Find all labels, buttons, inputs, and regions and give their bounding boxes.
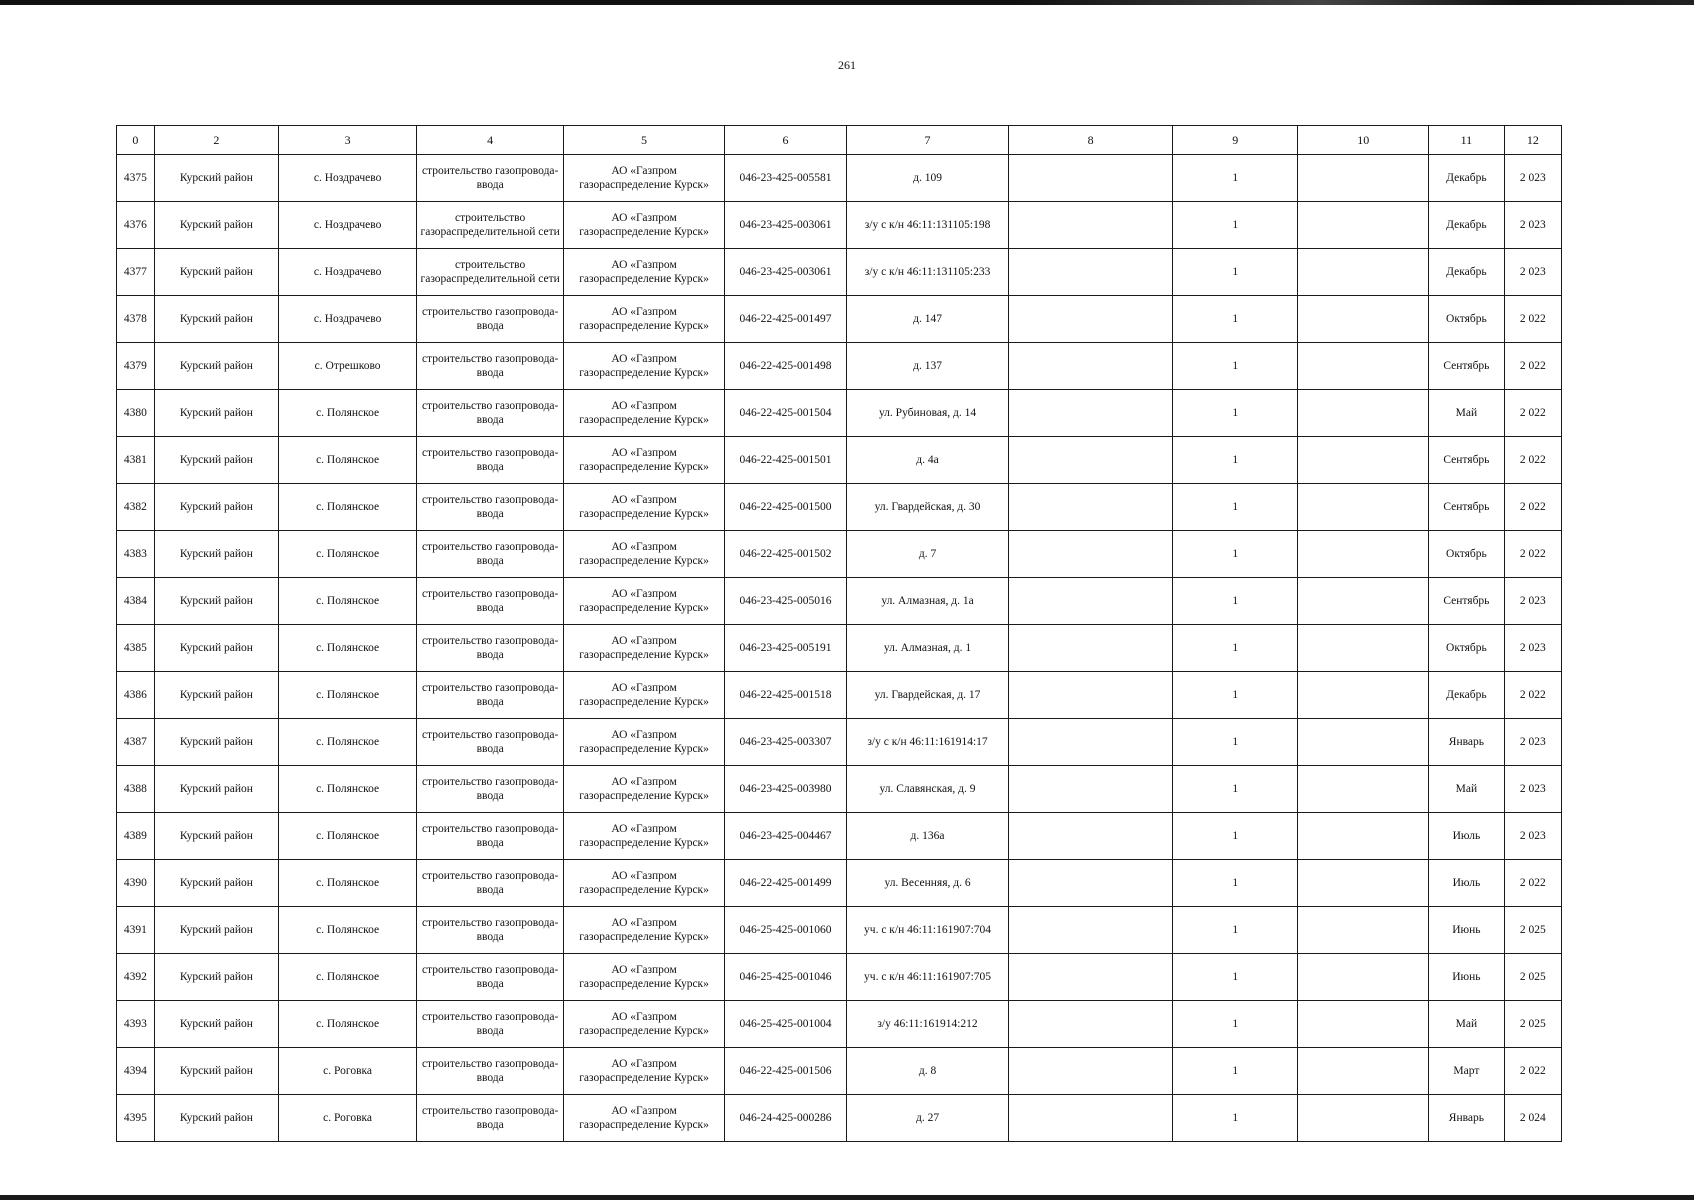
settlement-cell: с. Полянское: [278, 813, 416, 860]
organization-cell: АО «Газпром газораспределение Курск»: [564, 1001, 725, 1048]
settlement-cell: с. Полянское: [278, 672, 416, 719]
month-cell: Май: [1429, 1001, 1505, 1048]
request-number-cell: 046-23-425-003061: [725, 249, 847, 296]
year-cell: 2 023: [1504, 155, 1561, 202]
quantity-cell: 1: [1173, 531, 1298, 578]
year-cell: 2 023: [1504, 719, 1561, 766]
empty-cell: [1298, 155, 1429, 202]
organization-cell: АО «Газпром газораспределение Курск»: [564, 249, 725, 296]
month-cell: Июнь: [1429, 954, 1505, 1001]
scan-edge-bottom: [0, 1195, 1694, 1200]
request-number-cell: 046-25-425-001060: [725, 907, 847, 954]
request-number-cell: 046-22-425-001498: [725, 343, 847, 390]
row-number-cell: 4378: [117, 296, 155, 343]
month-cell: Декабрь: [1429, 155, 1505, 202]
work-type-cell: строительство газопровода-ввода: [417, 672, 564, 719]
organization-cell: АО «Газпром газораспределение Курск»: [564, 202, 725, 249]
empty-cell: [1009, 155, 1173, 202]
registry-table: [116, 125, 1562, 1142]
empty-cell: [1009, 484, 1173, 531]
district-cell: Курский район: [154, 296, 278, 343]
request-number-cell: 046-22-425-001497: [725, 296, 847, 343]
work-type-cell: строительство газопровода-ввода: [417, 531, 564, 578]
year-cell: 2 022: [1504, 1048, 1561, 1095]
empty-cell: [1298, 672, 1429, 719]
address-cell: уч. с к/н 46:11:161907:705: [847, 954, 1009, 1001]
empty-cell: [1298, 578, 1429, 625]
empty-cell: [1298, 813, 1429, 860]
table-row: [117, 249, 1562, 296]
row-number-cell: 4388: [117, 766, 155, 813]
empty-cell: [1009, 343, 1173, 390]
district-cell: Курский район: [154, 484, 278, 531]
quantity-cell: 1: [1173, 719, 1298, 766]
empty-cell: [1298, 954, 1429, 1001]
quantity-cell: 1: [1173, 766, 1298, 813]
organization-cell: АО «Газпром газораспределение Курск»: [564, 484, 725, 531]
address-cell: ул. Весенняя, д. 6: [847, 860, 1009, 907]
request-number-cell: 046-23-425-005191: [725, 625, 847, 672]
address-cell: д. 7: [847, 531, 1009, 578]
empty-cell: [1298, 249, 1429, 296]
table-row: [117, 484, 1562, 531]
month-cell: Октябрь: [1429, 296, 1505, 343]
work-type-cell: строительство газопровода-ввода: [417, 437, 564, 484]
settlement-cell: с. Отрешково: [278, 343, 416, 390]
organization-cell: АО «Газпром газораспределение Курск»: [564, 531, 725, 578]
quantity-cell: 1: [1173, 390, 1298, 437]
district-cell: Курский район: [154, 578, 278, 625]
address-cell: з/у с к/н 46:11:131105:233: [847, 249, 1009, 296]
empty-cell: [1009, 1048, 1173, 1095]
work-type-cell: строительство газопровода-ввода: [417, 578, 564, 625]
empty-cell: [1009, 954, 1173, 1001]
empty-cell: [1298, 531, 1429, 578]
month-cell: Декабрь: [1429, 672, 1505, 719]
table-body: [117, 155, 1562, 1142]
empty-cell: [1009, 296, 1173, 343]
row-number-cell: 4377: [117, 249, 155, 296]
district-cell: Курский район: [154, 343, 278, 390]
table-row: [117, 1001, 1562, 1048]
district-cell: Курский район: [154, 531, 278, 578]
month-cell: Октябрь: [1429, 625, 1505, 672]
empty-cell: [1009, 437, 1173, 484]
work-type-cell: строительство газопровода-ввода: [417, 390, 564, 437]
column-header: 12: [1504, 126, 1561, 155]
empty-cell: [1009, 766, 1173, 813]
column-header: 7: [847, 126, 1009, 155]
work-type-cell: строительство газопровода-ввода: [417, 719, 564, 766]
month-cell: Сентябрь: [1429, 578, 1505, 625]
district-cell: Курский район: [154, 1001, 278, 1048]
empty-cell: [1298, 719, 1429, 766]
settlement-cell: с. Полянское: [278, 719, 416, 766]
year-cell: 2 022: [1504, 531, 1561, 578]
table-row: [117, 860, 1562, 907]
year-cell: 2 024: [1504, 1095, 1561, 1142]
empty-cell: [1009, 531, 1173, 578]
year-cell: 2 023: [1504, 578, 1561, 625]
quantity-cell: 1: [1173, 484, 1298, 531]
work-type-cell: строительство газопровода-ввода: [417, 766, 564, 813]
year-cell: 2 025: [1504, 907, 1561, 954]
request-number-cell: 046-22-425-001518: [725, 672, 847, 719]
table-row: [117, 1048, 1562, 1095]
year-cell: 2 022: [1504, 390, 1561, 437]
year-cell: 2 022: [1504, 672, 1561, 719]
settlement-cell: с. Полянское: [278, 625, 416, 672]
row-number-cell: 4390: [117, 860, 155, 907]
month-cell: Июль: [1429, 860, 1505, 907]
address-cell: з/у 46:11:161914:212: [847, 1001, 1009, 1048]
empty-cell: [1298, 437, 1429, 484]
request-number-cell: 046-24-425-000286: [725, 1095, 847, 1142]
empty-cell: [1298, 1095, 1429, 1142]
year-cell: 2 023: [1504, 202, 1561, 249]
address-cell: д. 147: [847, 296, 1009, 343]
year-cell: 2 023: [1504, 625, 1561, 672]
column-header: 5: [564, 126, 725, 155]
request-number-cell: 046-23-425-003980: [725, 766, 847, 813]
year-cell: 2 022: [1504, 860, 1561, 907]
district-cell: Курский район: [154, 813, 278, 860]
row-number-cell: 4394: [117, 1048, 155, 1095]
row-number-cell: 4383: [117, 531, 155, 578]
table-row: [117, 719, 1562, 766]
work-type-cell: строительство газопровода-ввода: [417, 155, 564, 202]
request-number-cell: 046-23-425-004467: [725, 813, 847, 860]
district-cell: Курский район: [154, 907, 278, 954]
work-type-cell: строительство газораспределительной сети: [417, 249, 564, 296]
empty-cell: [1009, 719, 1173, 766]
settlement-cell: с. Ноздрачево: [278, 249, 416, 296]
column-header: 6: [725, 126, 847, 155]
organization-cell: АО «Газпром газораспределение Курск»: [564, 437, 725, 484]
table-row: [117, 813, 1562, 860]
table-row: [117, 766, 1562, 813]
work-type-cell: строительство газопровода-ввода: [417, 1095, 564, 1142]
column-header: 8: [1009, 126, 1173, 155]
district-cell: Курский район: [154, 766, 278, 813]
year-cell: 2 025: [1504, 1001, 1561, 1048]
address-cell: д. 8: [847, 1048, 1009, 1095]
address-cell: ул. Рубиновая, д. 14: [847, 390, 1009, 437]
address-cell: ул. Алмазная, д. 1а: [847, 578, 1009, 625]
request-number-cell: 046-25-425-001004: [725, 1001, 847, 1048]
request-number-cell: 046-22-425-001500: [725, 484, 847, 531]
month-cell: Март: [1429, 1048, 1505, 1095]
organization-cell: АО «Газпром газораспределение Курск»: [564, 1048, 725, 1095]
address-cell: д. 27: [847, 1095, 1009, 1142]
year-cell: 2 022: [1504, 484, 1561, 531]
row-number-cell: 4379: [117, 343, 155, 390]
organization-cell: АО «Газпром газораспределение Курск»: [564, 1095, 725, 1142]
column-header: 9: [1173, 126, 1298, 155]
work-type-cell: строительство газопровода-ввода: [417, 907, 564, 954]
row-number-cell: 4391: [117, 907, 155, 954]
year-cell: 2 023: [1504, 249, 1561, 296]
quantity-cell: 1: [1173, 1095, 1298, 1142]
empty-cell: [1298, 766, 1429, 813]
empty-cell: [1009, 860, 1173, 907]
quantity-cell: 1: [1173, 249, 1298, 296]
settlement-cell: с. Роговка: [278, 1095, 416, 1142]
work-type-cell: строительство газопровода-ввода: [417, 860, 564, 907]
district-cell: Курский район: [154, 954, 278, 1001]
district-cell: Курский район: [154, 249, 278, 296]
work-type-cell: строительство газопровода-ввода: [417, 1001, 564, 1048]
organization-cell: АО «Газпром газораспределение Курск»: [564, 390, 725, 437]
settlement-cell: с. Роговка: [278, 1048, 416, 1095]
row-number-cell: 4382: [117, 484, 155, 531]
row-number-cell: 4376: [117, 202, 155, 249]
organization-cell: АО «Газпром газораспределение Курск»: [564, 343, 725, 390]
quantity-cell: 1: [1173, 907, 1298, 954]
settlement-cell: с. Полянское: [278, 531, 416, 578]
empty-cell: [1298, 202, 1429, 249]
row-number-cell: 4385: [117, 625, 155, 672]
quantity-cell: 1: [1173, 625, 1298, 672]
settlement-cell: с. Ноздрачево: [278, 202, 416, 249]
row-number-cell: 4387: [117, 719, 155, 766]
work-type-cell: строительство газопровода-ввода: [417, 296, 564, 343]
quantity-cell: 1: [1173, 437, 1298, 484]
month-cell: Январь: [1429, 1095, 1505, 1142]
quantity-cell: 1: [1173, 578, 1298, 625]
empty-cell: [1298, 625, 1429, 672]
settlement-cell: с. Полянское: [278, 437, 416, 484]
column-header: 10: [1298, 126, 1429, 155]
request-number-cell: 046-23-425-003061: [725, 202, 847, 249]
empty-cell: [1009, 1001, 1173, 1048]
organization-cell: АО «Газпром газораспределение Курск»: [564, 625, 725, 672]
month-cell: Сентябрь: [1429, 437, 1505, 484]
month-cell: Октябрь: [1429, 531, 1505, 578]
quantity-cell: 1: [1173, 860, 1298, 907]
empty-cell: [1009, 813, 1173, 860]
quantity-cell: 1: [1173, 343, 1298, 390]
address-cell: д. 4а: [847, 437, 1009, 484]
empty-cell: [1009, 249, 1173, 296]
row-number-cell: 4380: [117, 390, 155, 437]
request-number-cell: 046-22-425-001502: [725, 531, 847, 578]
organization-cell: АО «Газпром газораспределение Курск»: [564, 155, 725, 202]
request-number-cell: 046-23-425-005581: [725, 155, 847, 202]
address-cell: ул. Гвардейская, д. 17: [847, 672, 1009, 719]
empty-cell: [1298, 860, 1429, 907]
organization-cell: АО «Газпром газораспределение Курск»: [564, 813, 725, 860]
district-cell: Курский район: [154, 625, 278, 672]
organization-cell: АО «Газпром газораспределение Курск»: [564, 296, 725, 343]
organization-cell: АО «Газпром газораспределение Курск»: [564, 578, 725, 625]
row-number-cell: 4386: [117, 672, 155, 719]
settlement-cell: с. Полянское: [278, 578, 416, 625]
address-cell: д. 136а: [847, 813, 1009, 860]
row-number-cell: 4381: [117, 437, 155, 484]
quantity-cell: 1: [1173, 202, 1298, 249]
address-cell: ул. Гвардейская, д. 30: [847, 484, 1009, 531]
work-type-cell: строительство газопровода-ввода: [417, 813, 564, 860]
table-row: [117, 907, 1562, 954]
address-cell: ул. Алмазная, д. 1: [847, 625, 1009, 672]
empty-cell: [1298, 390, 1429, 437]
settlement-cell: с. Полянское: [278, 954, 416, 1001]
month-cell: Май: [1429, 390, 1505, 437]
table-row: [117, 202, 1562, 249]
column-header: 4: [417, 126, 564, 155]
table-row: [117, 296, 1562, 343]
column-header: 3: [278, 126, 416, 155]
quantity-cell: 1: [1173, 1048, 1298, 1095]
year-cell: 2 022: [1504, 437, 1561, 484]
settlement-cell: с. Полянское: [278, 907, 416, 954]
address-cell: уч. с к/н 46:11:161907:704: [847, 907, 1009, 954]
column-header: 2: [154, 126, 278, 155]
settlement-cell: с. Полянское: [278, 766, 416, 813]
request-number-cell: 046-22-425-001504: [725, 390, 847, 437]
request-number-cell: 046-23-425-005016: [725, 578, 847, 625]
month-cell: Июль: [1429, 813, 1505, 860]
empty-cell: [1298, 296, 1429, 343]
table-row: [117, 1095, 1562, 1142]
request-number-cell: 046-22-425-001501: [725, 437, 847, 484]
settlement-cell: с. Ноздрачево: [278, 155, 416, 202]
table-row: [117, 954, 1562, 1001]
quantity-cell: 1: [1173, 672, 1298, 719]
empty-cell: [1298, 1048, 1429, 1095]
row-number-cell: 4392: [117, 954, 155, 1001]
column-header: 0: [117, 126, 155, 155]
month-cell: Июнь: [1429, 907, 1505, 954]
empty-cell: [1298, 343, 1429, 390]
quantity-cell: 1: [1173, 1001, 1298, 1048]
settlement-cell: с. Полянское: [278, 390, 416, 437]
empty-cell: [1009, 578, 1173, 625]
address-cell: д. 137: [847, 343, 1009, 390]
empty-cell: [1298, 1001, 1429, 1048]
work-type-cell: строительство газопровода-ввода: [417, 484, 564, 531]
district-cell: Курский район: [154, 155, 278, 202]
request-number-cell: 046-25-425-001046: [725, 954, 847, 1001]
year-cell: 2 023: [1504, 766, 1561, 813]
request-number-cell: 046-22-425-001499: [725, 860, 847, 907]
empty-cell: [1009, 1095, 1173, 1142]
month-cell: Декабрь: [1429, 202, 1505, 249]
settlement-cell: с. Ноздрачево: [278, 296, 416, 343]
header-row: [117, 126, 1562, 155]
work-type-cell: строительство газопровода-ввода: [417, 1048, 564, 1095]
table-row: [117, 155, 1562, 202]
work-type-cell: строительство газопровода-ввода: [417, 954, 564, 1001]
row-number-cell: 4375: [117, 155, 155, 202]
district-cell: Курский район: [154, 719, 278, 766]
district-cell: Курский район: [154, 202, 278, 249]
empty-cell: [1009, 907, 1173, 954]
table-row: [117, 390, 1562, 437]
quantity-cell: 1: [1173, 954, 1298, 1001]
year-cell: 2 023: [1504, 813, 1561, 860]
empty-cell: [1009, 672, 1173, 719]
organization-cell: АО «Газпром газораспределение Курск»: [564, 766, 725, 813]
empty-cell: [1298, 907, 1429, 954]
district-cell: Курский район: [154, 437, 278, 484]
organization-cell: АО «Газпром газораспределение Курск»: [564, 954, 725, 1001]
address-cell: д. 109: [847, 155, 1009, 202]
empty-cell: [1009, 390, 1173, 437]
row-number-cell: 4395: [117, 1095, 155, 1142]
work-type-cell: строительство газораспределительной сети: [417, 202, 564, 249]
scan-edge-top: [0, 0, 1694, 5]
quantity-cell: 1: [1173, 296, 1298, 343]
page-number: 261: [838, 58, 856, 72]
year-cell: 2 022: [1504, 296, 1561, 343]
month-cell: Май: [1429, 766, 1505, 813]
settlement-cell: с. Полянское: [278, 860, 416, 907]
organization-cell: АО «Газпром газораспределение Курск»: [564, 907, 725, 954]
organization-cell: АО «Газпром газораспределение Курск»: [564, 860, 725, 907]
address-cell: ул. Славянская, д. 9: [847, 766, 1009, 813]
organization-cell: АО «Газпром газораспределение Курск»: [564, 672, 725, 719]
table-row: [117, 343, 1562, 390]
district-cell: Курский район: [154, 1095, 278, 1142]
quantity-cell: 1: [1173, 155, 1298, 202]
quantity-cell: 1: [1173, 813, 1298, 860]
district-cell: Курский район: [154, 672, 278, 719]
district-cell: Курский район: [154, 860, 278, 907]
address-cell: з/у с к/н 46:11:131105:198: [847, 202, 1009, 249]
request-number-cell: 046-22-425-001506: [725, 1048, 847, 1095]
empty-cell: [1298, 484, 1429, 531]
organization-cell: АО «Газпром газораспределение Курск»: [564, 719, 725, 766]
empty-cell: [1009, 625, 1173, 672]
month-cell: Январь: [1429, 719, 1505, 766]
work-type-cell: строительство газопровода-ввода: [417, 625, 564, 672]
table-row: [117, 625, 1562, 672]
column-header: 11: [1429, 126, 1505, 155]
empty-cell: [1009, 202, 1173, 249]
district-cell: Курский район: [154, 390, 278, 437]
address-cell: з/у с к/н 46:11:161914:17: [847, 719, 1009, 766]
table-row: [117, 437, 1562, 484]
settlement-cell: с. Полянское: [278, 484, 416, 531]
settlement-cell: с. Полянское: [278, 1001, 416, 1048]
work-type-cell: строительство газопровода-ввода: [417, 343, 564, 390]
month-cell: Сентябрь: [1429, 484, 1505, 531]
month-cell: Сентябрь: [1429, 343, 1505, 390]
year-cell: 2 025: [1504, 954, 1561, 1001]
table-row: [117, 531, 1562, 578]
year-cell: 2 022: [1504, 343, 1561, 390]
request-number-cell: 046-23-425-003307: [725, 719, 847, 766]
row-number-cell: 4393: [117, 1001, 155, 1048]
row-number-cell: 4389: [117, 813, 155, 860]
table-row: [117, 578, 1562, 625]
district-cell: Курский район: [154, 1048, 278, 1095]
row-number-cell: 4384: [117, 578, 155, 625]
table-row: [117, 672, 1562, 719]
month-cell: Декабрь: [1429, 249, 1505, 296]
